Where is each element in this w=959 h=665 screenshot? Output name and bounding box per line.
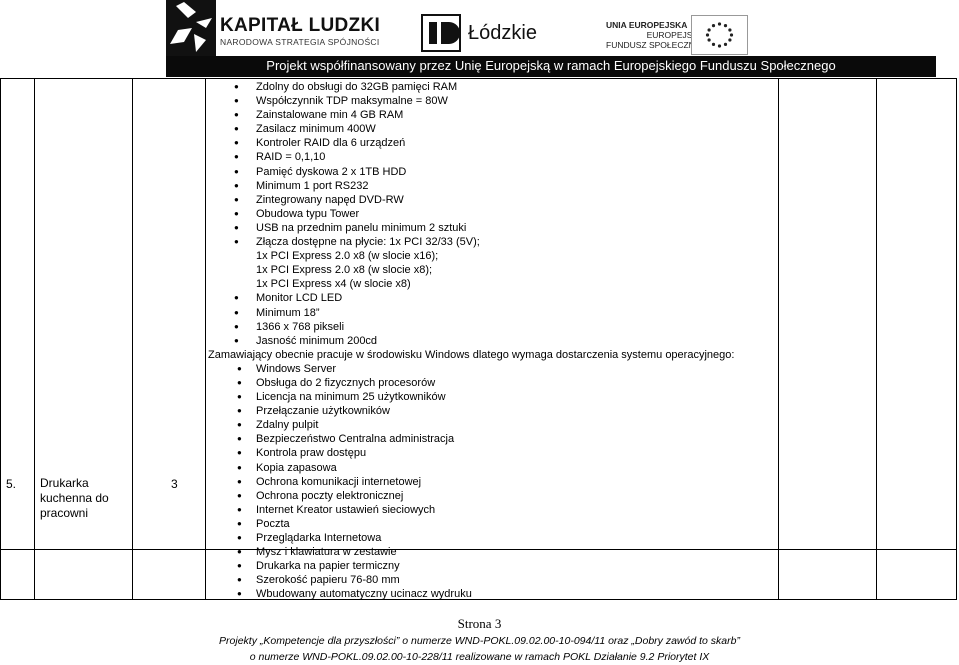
list-item: ● Windows Server: [208, 362, 734, 376]
ue-line-1: UNIA EUROPEJSKA: [606, 20, 688, 30]
kapital-ludzki-title: KAPITAŁ LUDZKI: [220, 15, 381, 36]
list-item: ● Wbudowany automatyczny ucinacz wydruku: [208, 587, 734, 601]
list-item: ● 1366 x 768 pikseli: [208, 320, 734, 334]
col-divider: [778, 79, 779, 599]
list-item: ● USB na przednim panelu minimum 2 sztuki: [208, 221, 734, 235]
list-item: ● Kontroler RAID dla 6 urządzeń: [208, 136, 734, 150]
list-item: Zamawiający obecnie pracuje w środowisku Windows dlatego wymaga dostarczenia systemu operacyjnego:: [208, 348, 735, 361]
list-item: ● Złącza dostępne na płycie: 1x PCI 32/33 (5V);: [208, 235, 734, 249]
list-item: ● Monitor LCD LED: [208, 291, 734, 305]
col-divider: [132, 79, 133, 599]
list-item: 1x PCI Express 2.0 x8 (w slocie x8);: [256, 264, 433, 277]
row-item-name: [40, 476, 120, 521]
lodzkie-logo-icon: [421, 14, 461, 52]
ue-line-2: EUROPEJSKI: [646, 30, 701, 40]
list-item: ● Zdalny pulpit: [208, 418, 734, 432]
list-item: ● Przeglądarka Internetowa: [208, 531, 734, 545]
kapital-ludzki-logo-icon: [166, 0, 216, 56]
list-item: ● Kontrola praw dostępu: [208, 446, 734, 460]
row-item-name-line: kuchenna do: [40, 491, 109, 505]
list-item: ● Pamięć dyskowa 2 x 1TB HDD: [208, 165, 734, 179]
list-item: ● Kopia zapasowa: [208, 461, 734, 475]
page-number: Strona 3: [457, 616, 502, 631]
list-item: 1x PCI Express 2.0 x8 (w slocie x16);: [256, 250, 439, 263]
list-item: ● Przełączanie użytkowników: [208, 404, 734, 418]
row-quantity: 3: [171, 477, 178, 491]
kapital-ludzki-subtitle: NARODOWA STRATEGIA SPÓJNOŚCI: [220, 37, 380, 47]
footer-line-2: o numerze WND-POKL.09.02.00-10-228/11 realizowane w ramach POKL Działanie 9.2 Priorytet IX: [249, 651, 710, 663]
list-item: ● Minimum 1 port RS232: [208, 179, 734, 193]
cofinancing-text: Projekt współfinansowany przez Unię Europejską w ramach Europejskiego Funduszu Społecznego: [266, 58, 836, 73]
list-item: ● Zdolny do obsługi do 32GB pamięci RAM: [208, 80, 734, 94]
ue-line-3: FUNDUSZ SPOŁECZNY: [606, 40, 701, 50]
col-divider: [34, 79, 35, 599]
list-item: ● Ochrona komunikacji internetowej: [208, 475, 734, 489]
list-item: ● Poczta: [208, 517, 734, 531]
lodzkie-label: Łódzkie: [468, 22, 537, 44]
list-item: ● Zintegrowany napęd DVD-RW: [208, 193, 734, 207]
list-item: ● Obudowa typu Tower: [208, 207, 734, 221]
list-item: ● Jasność minimum 200cd: [208, 334, 734, 348]
cofinancing-strip: [166, 56, 936, 77]
list-item: ● Współczynnik TDP maksymalne = 80W: [208, 94, 734, 108]
spec-list: [208, 80, 734, 601]
list-item: ● Zasilacz minimum 400W: [208, 122, 734, 136]
list-item: ● Licencja na minimum 25 użytkowników: [208, 390, 734, 404]
list-item: ● Minimum 18”: [208, 306, 734, 320]
eu-flag-icon: [691, 15, 748, 55]
ue-label: [606, 20, 700, 50]
list-item: ● Szerokość papieru 76-80 mm: [208, 573, 734, 587]
row-item-name-line: Drukarka: [40, 476, 89, 490]
list-item: ● Mysz i klawiatura w zestawie: [208, 545, 734, 559]
list-item: ● Ochrona poczty elektronicznej: [208, 489, 734, 503]
list-item: ● RAID = 0,1,10: [208, 150, 734, 164]
row-item-name-line: pracowni: [40, 506, 89, 520]
list-item: ● Bezpieczeństwo Centralna administracja: [208, 432, 734, 446]
col-divider: [205, 79, 206, 599]
list-item: ● Internet Kreator ustawień sieciowych: [208, 503, 734, 517]
row-number: 5.: [6, 477, 17, 491]
list-item: ● Drukarka na papier termiczny: [208, 559, 734, 573]
list-item: 1x PCI Express x4 (w slocie x8): [256, 278, 411, 291]
list-item: ● Obsługa do 2 fizycznych procesorów: [208, 376, 734, 390]
list-item: ● Zainstalowane min 4 GB RAM: [208, 108, 734, 122]
footer-line-1: Projekty „Kompetencje dla przyszłości” o numerze WND-POKL.09.02.00-10-094/11 oraz „Dobry zawód to skarb”: [219, 635, 740, 647]
col-divider: [876, 79, 877, 599]
